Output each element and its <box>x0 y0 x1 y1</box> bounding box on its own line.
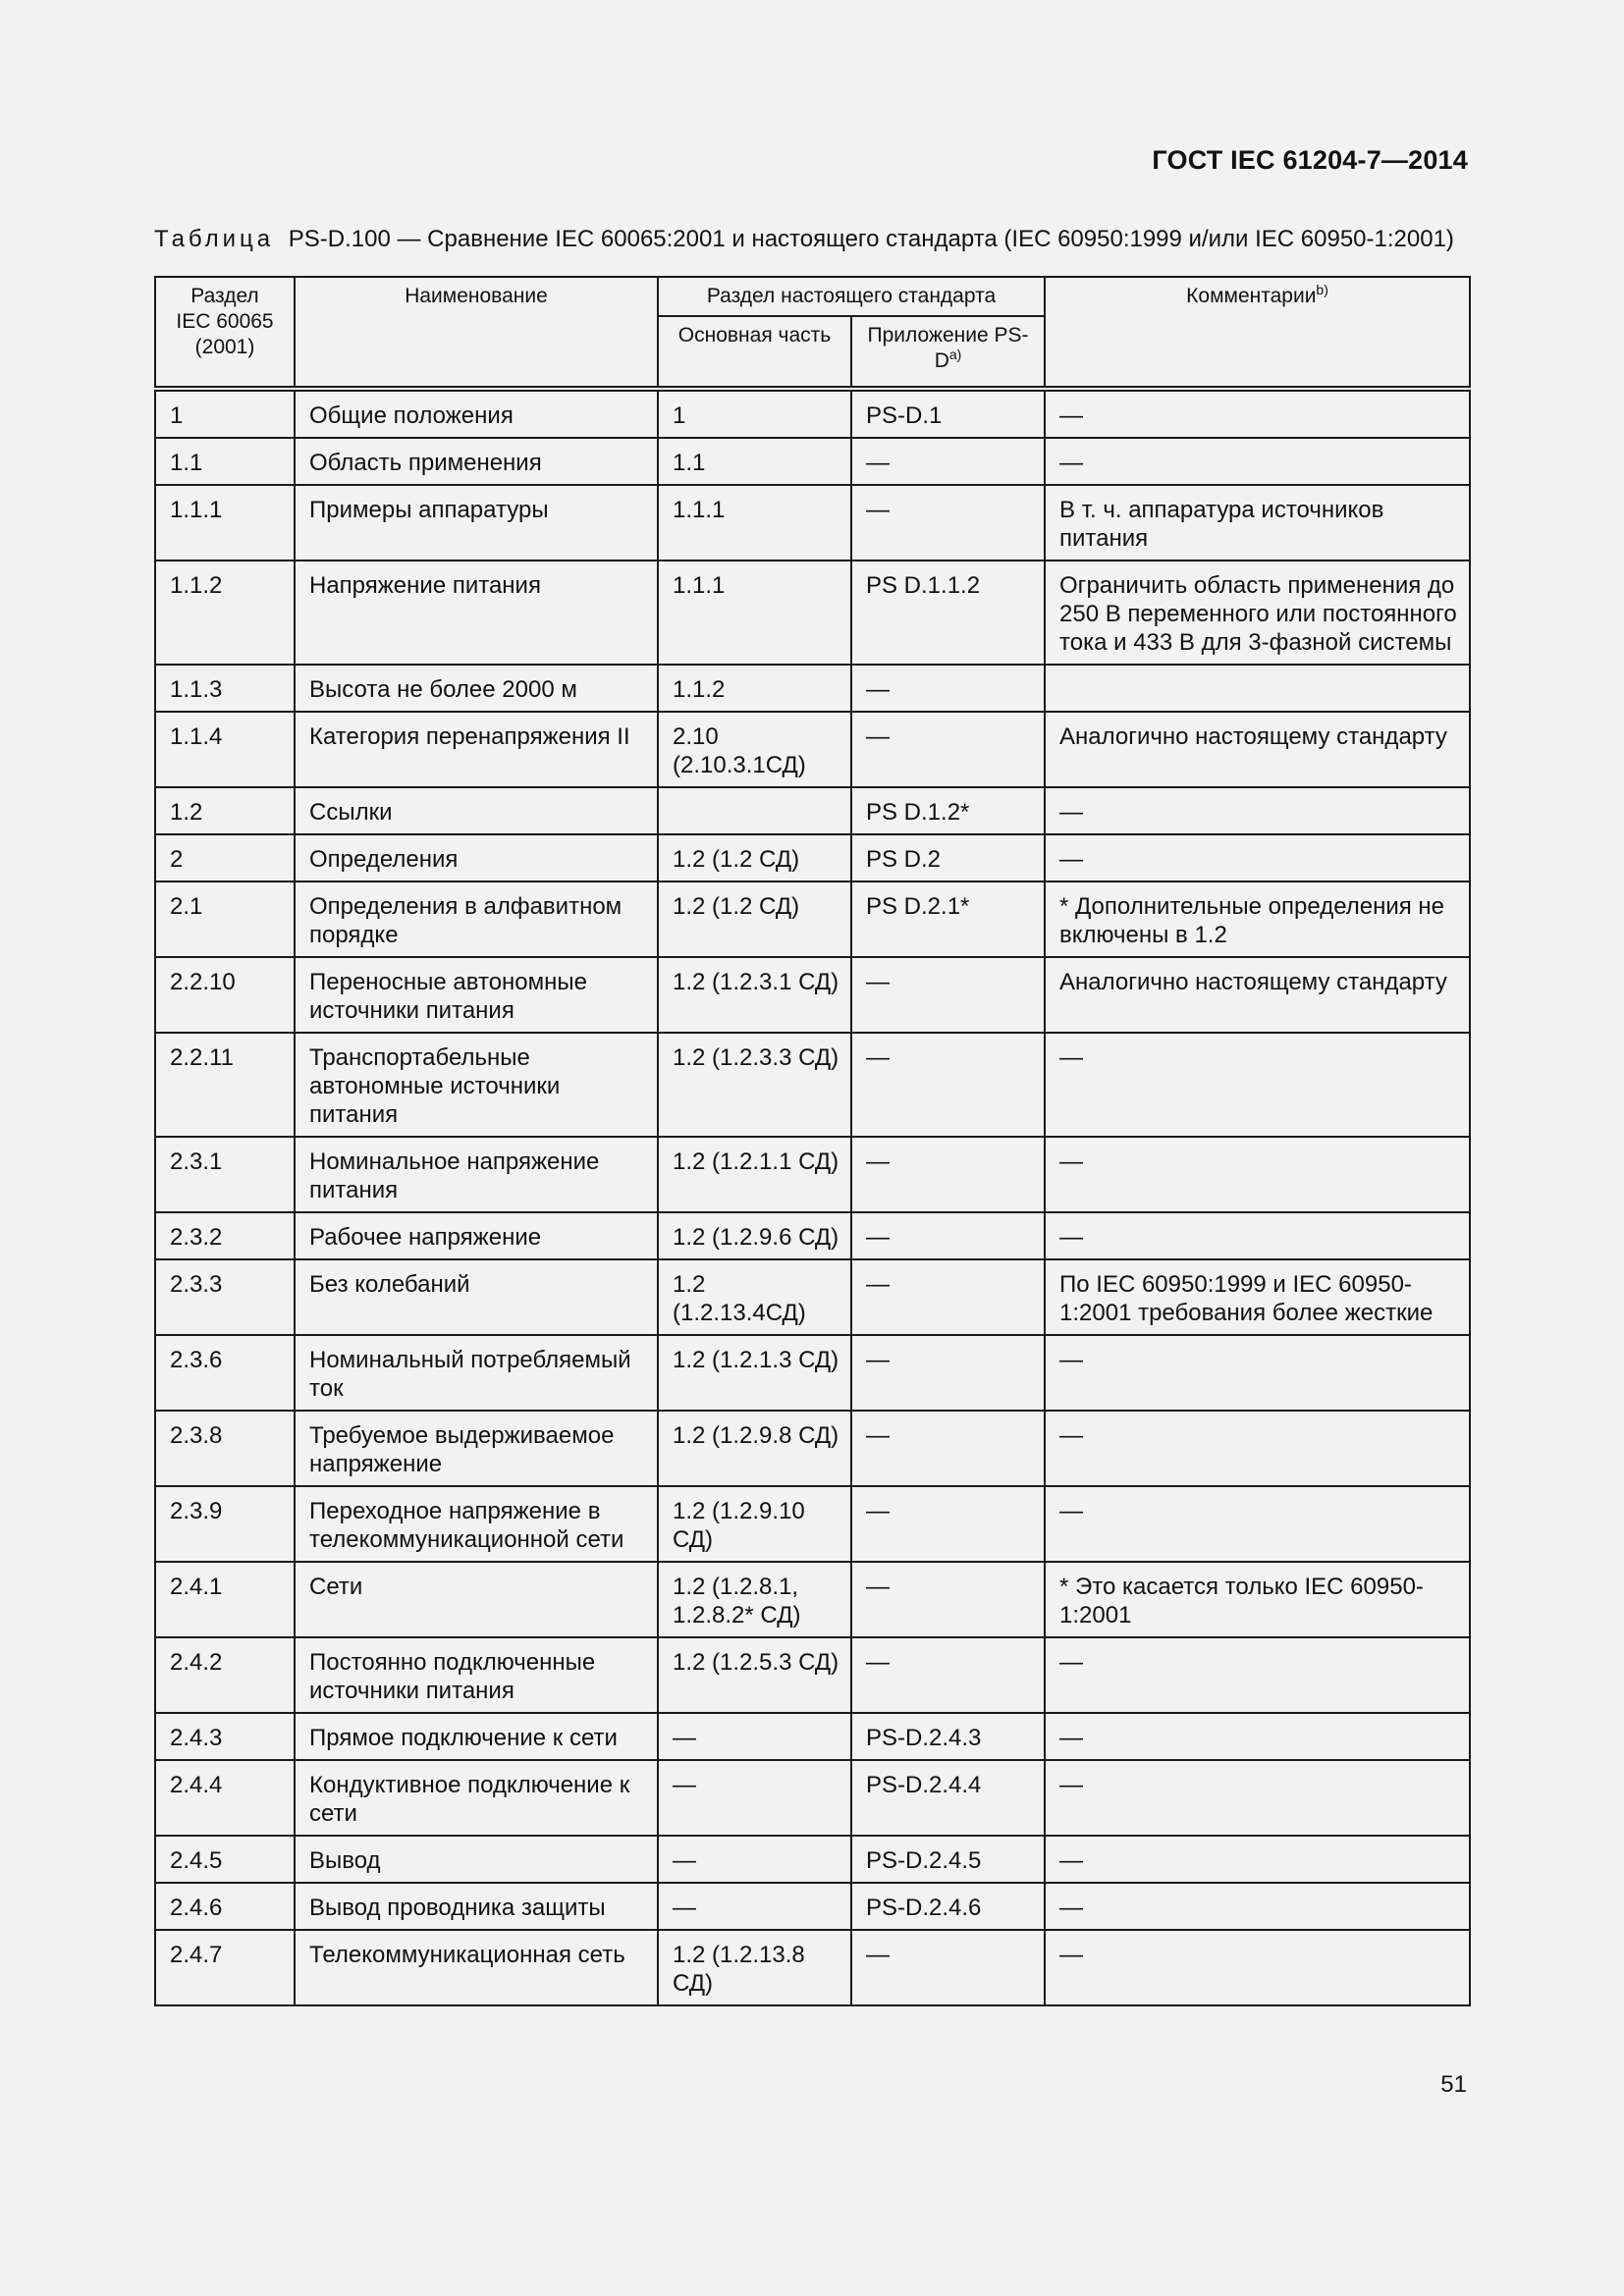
cell-comment: Ограничить область применения до 250 В переменного или постоянного тока и 433 В для 3-фазной системы <box>1045 561 1470 665</box>
cell-annex: PS D.1.1.2 <box>851 561 1045 665</box>
table-row <box>155 485 1470 561</box>
cell-comment: — <box>1045 389 1470 438</box>
cell-comment: * Это касается только IEC 60950-1:2001 <box>1045 1562 1470 1637</box>
cell-main-part: 1.2 (1.2.3.1 СД) <box>658 957 851 1033</box>
cell-annex: — <box>851 1137 1045 1212</box>
cell-name: Номинальное напряжение питания <box>295 1137 658 1212</box>
table-row <box>155 881 1470 957</box>
cell-section: 1.1.3 <box>155 665 295 712</box>
cell-main-part: — <box>658 1760 851 1836</box>
cell-name: Категория перенапряжения II <box>295 712 658 787</box>
page-number: 51 <box>1440 2071 1467 2098</box>
document-code: ГОСТ IEC 61204-7—2014 <box>1152 145 1468 175</box>
cell-section: 2.4.2 <box>155 1637 295 1713</box>
cell-annex: — <box>851 957 1045 1033</box>
table-row <box>155 561 1470 665</box>
cell-comment: — <box>1045 1760 1470 1836</box>
cell-name: Переходное напряжение в телекоммуникационной сети <box>295 1486 658 1562</box>
cell-main-part: 1.1.1 <box>658 561 851 665</box>
cell-main-part: 1.1 <box>658 438 851 485</box>
cell-name: Номинальный потребляемый ток <box>295 1335 658 1411</box>
cell-name: Прямое подключение к сети <box>295 1713 658 1760</box>
cell-annex: PS D.2.1* <box>851 881 1045 957</box>
cell-annex: — <box>851 1930 1045 2005</box>
cell-annex: PS-D.2.4.3 <box>851 1713 1045 1760</box>
cell-comment <box>1045 665 1470 712</box>
cell-section: 2 <box>155 834 295 881</box>
comparison-table <box>154 276 1471 2006</box>
table-row <box>155 1212 1470 1259</box>
cell-comment: — <box>1045 1033 1470 1137</box>
cell-main-part: 1 <box>658 389 851 438</box>
cell-name: Примеры аппаратуры <box>295 485 658 561</box>
table-row <box>155 1836 1470 1883</box>
cell-annex: — <box>851 1562 1045 1637</box>
cell-name: Без колебаний <box>295 1259 658 1335</box>
cell-section: 2.3.6 <box>155 1335 295 1411</box>
cell-main-part: 1.1.2 <box>658 665 851 712</box>
cell-main-part: 1.2 (1.2.5.3 СД) <box>658 1637 851 1713</box>
cell-main-part: 1.2 (1.2 СД) <box>658 834 851 881</box>
cell-name: Определения <box>295 834 658 881</box>
table-row <box>155 1137 1470 1212</box>
cell-annex: — <box>851 712 1045 787</box>
cell-main-part: 1.2 (1.2.9.6 СД) <box>658 1212 851 1259</box>
cell-main-part: — <box>658 1883 851 1930</box>
cell-comment: — <box>1045 1486 1470 1562</box>
cell-name: Требуемое выдерживаемое напряжение <box>295 1411 658 1486</box>
cell-main-part: 1.1.1 <box>658 485 851 561</box>
cell-comment: — <box>1045 1930 1470 2005</box>
cell-annex: — <box>851 665 1045 712</box>
cell-name: Рабочее напряжение <box>295 1212 658 1259</box>
cell-annex: — <box>851 485 1045 561</box>
header-name: Наименование <box>295 277 658 389</box>
header-standard-section: Раздел настоящего стандарта <box>658 277 1045 316</box>
cell-annex: — <box>851 1259 1045 1335</box>
cell-annex: — <box>851 1486 1045 1562</box>
cell-section: 1.1 <box>155 438 295 485</box>
cell-main-part: 1.2 (1.2.9.8 СД) <box>658 1411 851 1486</box>
table-row <box>155 1883 1470 1930</box>
cell-section: 2.3.8 <box>155 1411 295 1486</box>
cell-main-part: 1.2 (1.2.3.3 СД) <box>658 1033 851 1137</box>
table-caption <box>154 226 1470 253</box>
table-row <box>155 957 1470 1033</box>
cell-main-part: 1.2 (1.2.8.1, 1.2.8.2* СД) <box>658 1562 851 1637</box>
cell-section: 2.1 <box>155 881 295 957</box>
cell-main-part: 1.2 (1.2.9.10 СД) <box>658 1486 851 1562</box>
cell-name: Напряжение питания <box>295 561 658 665</box>
table-caption-text: PS-D.100 — Сравнение IEC 60065:2001 и настоящего стандарта (IEC 60950:1999 и/или IEC 60950-1:2001) <box>288 226 1454 252</box>
cell-main-part: 1.2 (1.2.1.1 СД) <box>658 1137 851 1212</box>
header-comments: Комментарии$^{b)}$ <box>1045 277 1470 389</box>
cell-main-part: — <box>658 1713 851 1760</box>
cell-annex: — <box>851 1212 1045 1259</box>
cell-annex: — <box>851 1411 1045 1486</box>
table-caption-label: Таблица <box>154 226 275 252</box>
cell-comment: — <box>1045 1411 1470 1486</box>
cell-comment: * Дополнительные определения не включены в 1.2 <box>1045 881 1470 957</box>
cell-main-part: 1.2 (1.2 СД) <box>658 881 851 957</box>
cell-annex: PS D.1.2* <box>851 787 1045 834</box>
cell-annex: — <box>851 1335 1045 1411</box>
table-row <box>155 787 1470 834</box>
cell-main-part: 1.2 (1.2.13.4СД) <box>658 1259 851 1335</box>
cell-comment: — <box>1045 1137 1470 1212</box>
cell-comment: — <box>1045 1713 1470 1760</box>
cell-section: 2.3.2 <box>155 1212 295 1259</box>
table-row <box>155 834 1470 881</box>
cell-section: 2.3.3 <box>155 1259 295 1335</box>
cell-section: 1.1.4 <box>155 712 295 787</box>
cell-name: Вывод <box>295 1836 658 1883</box>
cell-name: Общие положения <box>295 389 658 438</box>
table-row <box>155 712 1470 787</box>
cell-comment: В т. ч. аппаратура источников питания <box>1045 485 1470 561</box>
cell-section: 1 <box>155 389 295 438</box>
cell-section: 2.4.3 <box>155 1713 295 1760</box>
cell-section: 2.4.7 <box>155 1930 295 2005</box>
cell-section: 2.3.9 <box>155 1486 295 1562</box>
cell-section: 2.4.4 <box>155 1760 295 1836</box>
cell-main-part: 2.10 (2.10.3.1СД) <box>658 712 851 787</box>
cell-section: 1.1.1 <box>155 485 295 561</box>
cell-section: 2.4.6 <box>155 1883 295 1930</box>
table-row <box>155 1259 1470 1335</box>
header-main-part: Основная часть <box>658 316 851 389</box>
cell-name: Телекоммуникационная сеть <box>295 1930 658 2005</box>
cell-main-part: 1.2 (1.2.1.3 СД) <box>658 1335 851 1411</box>
table-row <box>155 1713 1470 1760</box>
cell-annex: PS D.2 <box>851 834 1045 881</box>
cell-comment: — <box>1045 834 1470 881</box>
cell-section: 2.2.10 <box>155 957 295 1033</box>
cell-comment: Аналогично настоящему стандарту <box>1045 712 1470 787</box>
table-row <box>155 1486 1470 1562</box>
cell-annex: PS-D.2.4.6 <box>851 1883 1045 1930</box>
table-row <box>155 1930 1470 2005</box>
cell-section: 1.2 <box>155 787 295 834</box>
cell-name: Область применения <box>295 438 658 485</box>
cell-section: 2.2.11 <box>155 1033 295 1137</box>
cell-name: Ссылки <box>295 787 658 834</box>
cell-main-part: 1.2 (1.2.13.8 СД) <box>658 1930 851 2005</box>
cell-name: Высота не более 2000 м <box>295 665 658 712</box>
cell-comment: — <box>1045 1212 1470 1259</box>
table-row <box>155 1637 1470 1713</box>
cell-main-part: — <box>658 1836 851 1883</box>
table-row <box>155 389 1470 438</box>
cell-name: Переносные автономные источники питания <box>295 957 658 1033</box>
cell-annex: PS-D.1 <box>851 389 1045 438</box>
cell-main-part <box>658 787 851 834</box>
cell-section: 1.1.2 <box>155 561 295 665</box>
cell-comment: — <box>1045 1335 1470 1411</box>
cell-section: 2.4.1 <box>155 1562 295 1637</box>
cell-annex: PS-D.2.4.4 <box>851 1760 1045 1836</box>
cell-annex: — <box>851 1637 1045 1713</box>
table-row <box>155 1335 1470 1411</box>
cell-comment: — <box>1045 787 1470 834</box>
cell-comment: — <box>1045 1883 1470 1930</box>
table-row <box>155 665 1470 712</box>
table-row <box>155 438 1470 485</box>
cell-name: Постоянно подключенные источники питания <box>295 1637 658 1713</box>
table-body <box>155 389 1470 2005</box>
cell-name: Транспортабельные автономные источники питания <box>295 1033 658 1137</box>
cell-comment: — <box>1045 1637 1470 1713</box>
table-row <box>155 1760 1470 1836</box>
table-row <box>155 1033 1470 1137</box>
cell-annex: PS-D.2.4.5 <box>851 1836 1045 1883</box>
table-row <box>155 1411 1470 1486</box>
cell-name: Определения в алфавитном порядке <box>295 881 658 957</box>
cell-section: 2.3.1 <box>155 1137 295 1212</box>
cell-comment: Аналогично настоящему стандарту <box>1045 957 1470 1033</box>
header-annex: Приложение $PS-D^{a)}$ <box>851 316 1045 389</box>
cell-name: Сети <box>295 1562 658 1637</box>
cell-comment: — <box>1045 1836 1470 1883</box>
cell-section: 2.4.5 <box>155 1836 295 1883</box>
cell-comment: — <box>1045 438 1470 485</box>
cell-annex: — <box>851 438 1045 485</box>
table-row <box>155 1562 1470 1637</box>
cell-comment: По IEC 60950:1999 и IEC 60950-1:2001 требования более жесткие <box>1045 1259 1470 1335</box>
cell-annex: — <box>851 1033 1045 1137</box>
cell-name: Кондуктивное подключение к сети <box>295 1760 658 1836</box>
cell-name: Вывод проводника защиты <box>295 1883 658 1930</box>
header-section: Раздел IEC 60065 (2001) <box>155 277 295 389</box>
